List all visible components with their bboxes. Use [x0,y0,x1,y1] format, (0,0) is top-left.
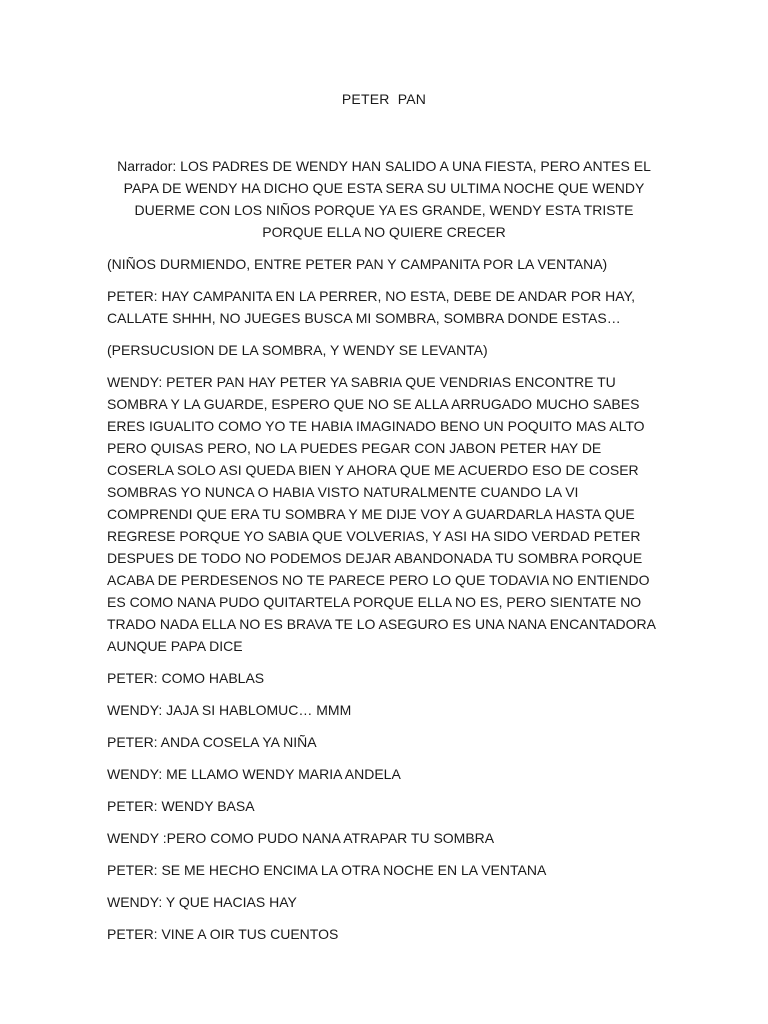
dialogue-line: PETER: WENDY BASA [107,798,255,814]
dialogue-line: WENDY: JAJA SI HABLOMUC… MMM [107,702,352,718]
dialogue-line: PETER: ANDA COSELA YA NIÑA [107,734,317,750]
script-body [107,253,663,955]
dialogue-line: WENDY: ME LLAMO WENDY MARIA ANDELA [107,766,401,782]
dialogue-line: PETER: COMO HABLAS [107,670,265,686]
narrator-intro: Narrador: LOS PADRES DE WENDY HAN SALIDO A UNA FIESTA, PERO ANTES EL PAPA DE WENDY HA DICHO QUE ESTA SERA SU ULTIMA NOCHE QUE WENDY DUERME CON LOS NIÑOS PORQUE YA ES GRANDE, WENDY ESTA TRISTE PORQUE ELLA NO QUIERE CRECER [117,158,651,240]
stage-direction: (PERSUCUSION DE LA SOMBRA, Y WENDY SE LEVANTA) [107,342,488,358]
dialogue-line: PETER: HAY CAMPANITA EN LA PERRER, NO ESTA, DEBE DE ANDAR POR HAY, CALLATE SHHH, NO JUEGES BUSCA MI SOMBRA, SOMBRA DONDE ESTAS… [107,288,635,326]
document-title: PETER PAN [341,91,427,107]
dialogue-line: WENDY: PETER PAN HAY PETER YA SABRIA QUE VENDRIAS ENCONTRE TU SOMBRA Y LA GUARDE, ESPERO QUE NO SE ALLA ARRUGADO MUCHO SABES ERES IGUALITO COMO YO TE HABIA IMAGINADO BENO UN POQUITO MAS ALTO PERO QUISAS PERO, NO LA PUEDES PEGAR CON JABON PETER HAY DE COSERLA SOLO ASI QUEDA BIEN Y AHORA QUE ME ACUERDO ESO DE COSER SOMBRAS YO NUNCA O HABIA VISTO NATURALMENTE CUANDO LA VI COMPRENDI QUE ERA TU SOMBRA Y ME DIJE VOY A GUARDARLA HASTA QUE REGRESE PORQUE YO SABIA QUE VOLVERIAS, Y ASI HA SIDO VERDAD PETER DESPUES DE TODO NO PODEMOS DEJAR ABANDONADA TU SOMBRA PORQUE ACABA DE PERDESENOS NO TE PARECE PERO LO QUE TODAVIA NO ENTIENDO ES COMO NANA PUDO QUITARTELA PORQUE ELLA NO ES, PERO SIENTATE NO TRADO NADA ELLA NO ES BRAVA TE LO ASEGURO ES UNA NANA ENCANTADORA AUNQUE PAPA DICE [107,374,656,654]
dialogue-line: PETER: VINE A OIR TUS CUENTOS [107,926,339,942]
stage-direction: (NIÑOS DURMIENDO, ENTRE PETER PAN Y CAMPANITA POR LA VENTANA) [107,256,608,272]
dialogue-line: PETER: SE ME HECHO ENCIMA LA OTRA NOCHE EN LA VENTANA [107,862,547,878]
dialogue-line: WENDY: Y QUE HACIAS HAY [107,894,297,910]
dialogue-line: WENDY :PERO COMO PUDO NANA ATRAPAR TU SOMBRA [107,830,495,846]
